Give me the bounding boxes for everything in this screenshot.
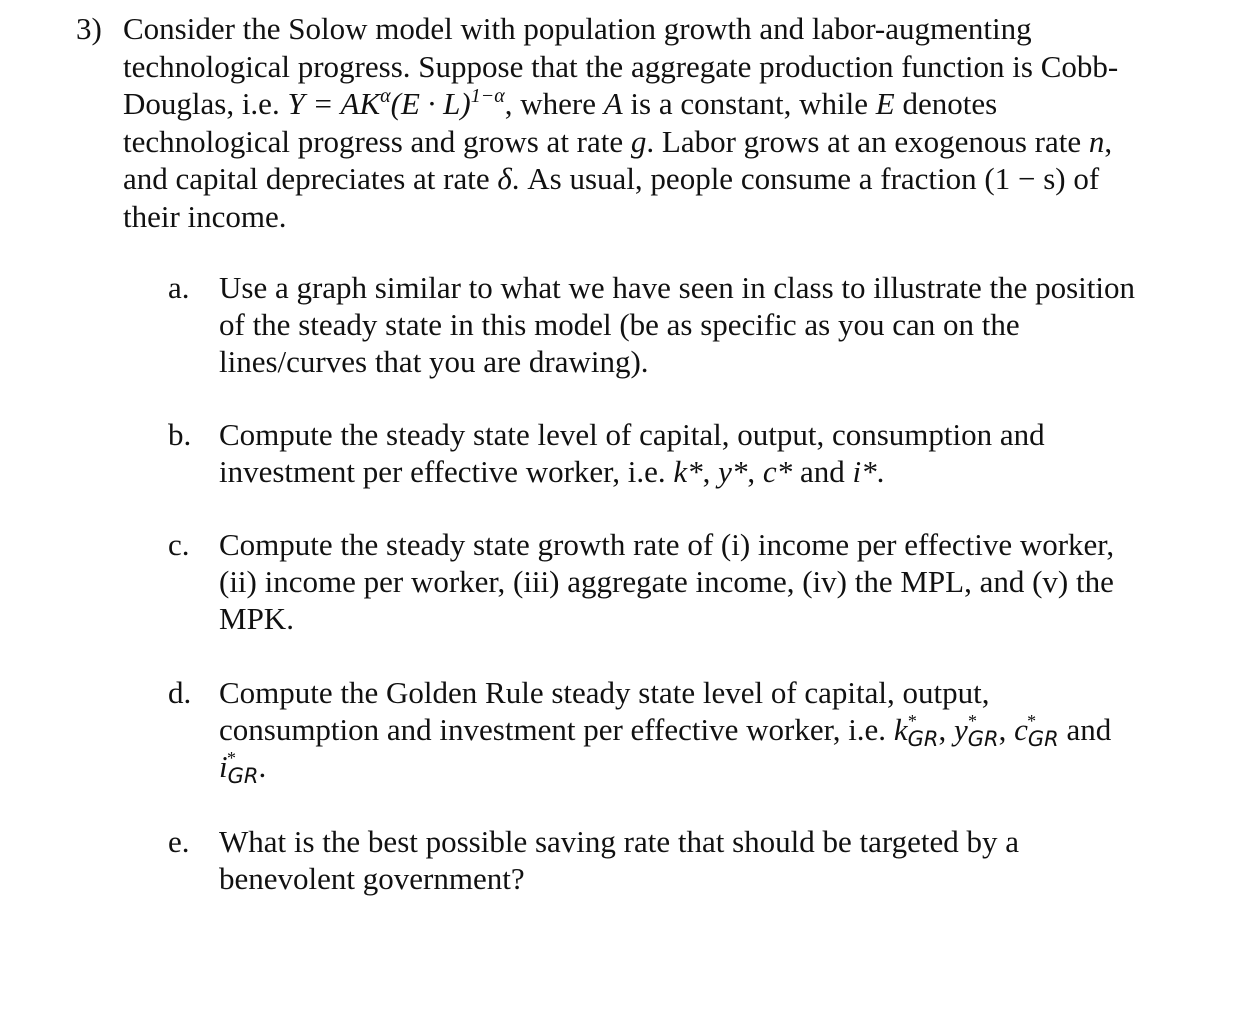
y-gr-star: $y_{GR}$ * — [953, 711, 999, 751]
part-letter: e. — [168, 824, 190, 859]
y-star: y* — [718, 454, 748, 489]
part-text: Use a graph similar to what we have seen in class to illustrate the position of the steady state in this model (be as specific as you can on the lines/curves that you are drawing). — [219, 270, 1135, 379]
intro-line-5: and capital depreciates at rate δ. As usual, people consume a fraction (1 − s) of — [123, 161, 1100, 196]
c-star: c* — [762, 454, 793, 489]
intro-line-2: technological progress. Suppose that the aggregate production function is Cobb- — [123, 48, 1119, 84]
question-number: 3) — [76, 11, 102, 46]
part-letter: d. — [168, 675, 192, 710]
i-star: i* — [852, 454, 877, 489]
intro-line-4: technological progress and grows at rate g. Labor grows at an exogenous rate n, — [123, 123, 1113, 159]
part-letter: b. — [168, 417, 192, 452]
part-letter: a. — [168, 270, 190, 305]
part-text: What is the best possible saving rate that should be targeted by a benevolent government? — [219, 824, 1020, 896]
c-gr-star: $c_{GR}$ * — [1014, 711, 1059, 751]
production-function: $Y = AK^\alpha(E \cdot L)^{1-\alpha}$ — [287, 85, 505, 121]
part-text: Compute the steady state growth rate of (i) income per effective worker, (ii) income per worker, (iii) aggregate income, (iv) the MPL, and (v) the MPK. — [219, 527, 1115, 636]
intro-line-1: Consider the Solow model with population growth and labor-augmenting — [123, 11, 1032, 46]
intro-line-3: Douglas, i.e. $Y = AK^\alpha(E \cdot L)^{1-\alpha}$, where A is a constant, while E denotes — [123, 85, 998, 121]
intro-line-6: their income. — [123, 198, 287, 234]
part-letter: c. — [168, 527, 190, 562]
k-gr-star: $k_{GR}$ * — [893, 711, 939, 751]
i-gr-star: $i_{GR}$ * — [219, 748, 259, 788]
k-star: k* — [673, 454, 703, 489]
part-text: Compute the Golden Rule steady state level of capital, output, consumption and investment per effective worker, i.e. $k_{GR}$ * , $y_{GR}$ * , $c_{GR}$ * and $i_{GR}$ * . — [219, 675, 1112, 788]
question-intro — [123, 10, 1213, 235]
part-text: Compute the steady state level of capital, output, consumption and investment per effective worker, i.e. k*, y*, c* and i*. — [219, 417, 1045, 489]
